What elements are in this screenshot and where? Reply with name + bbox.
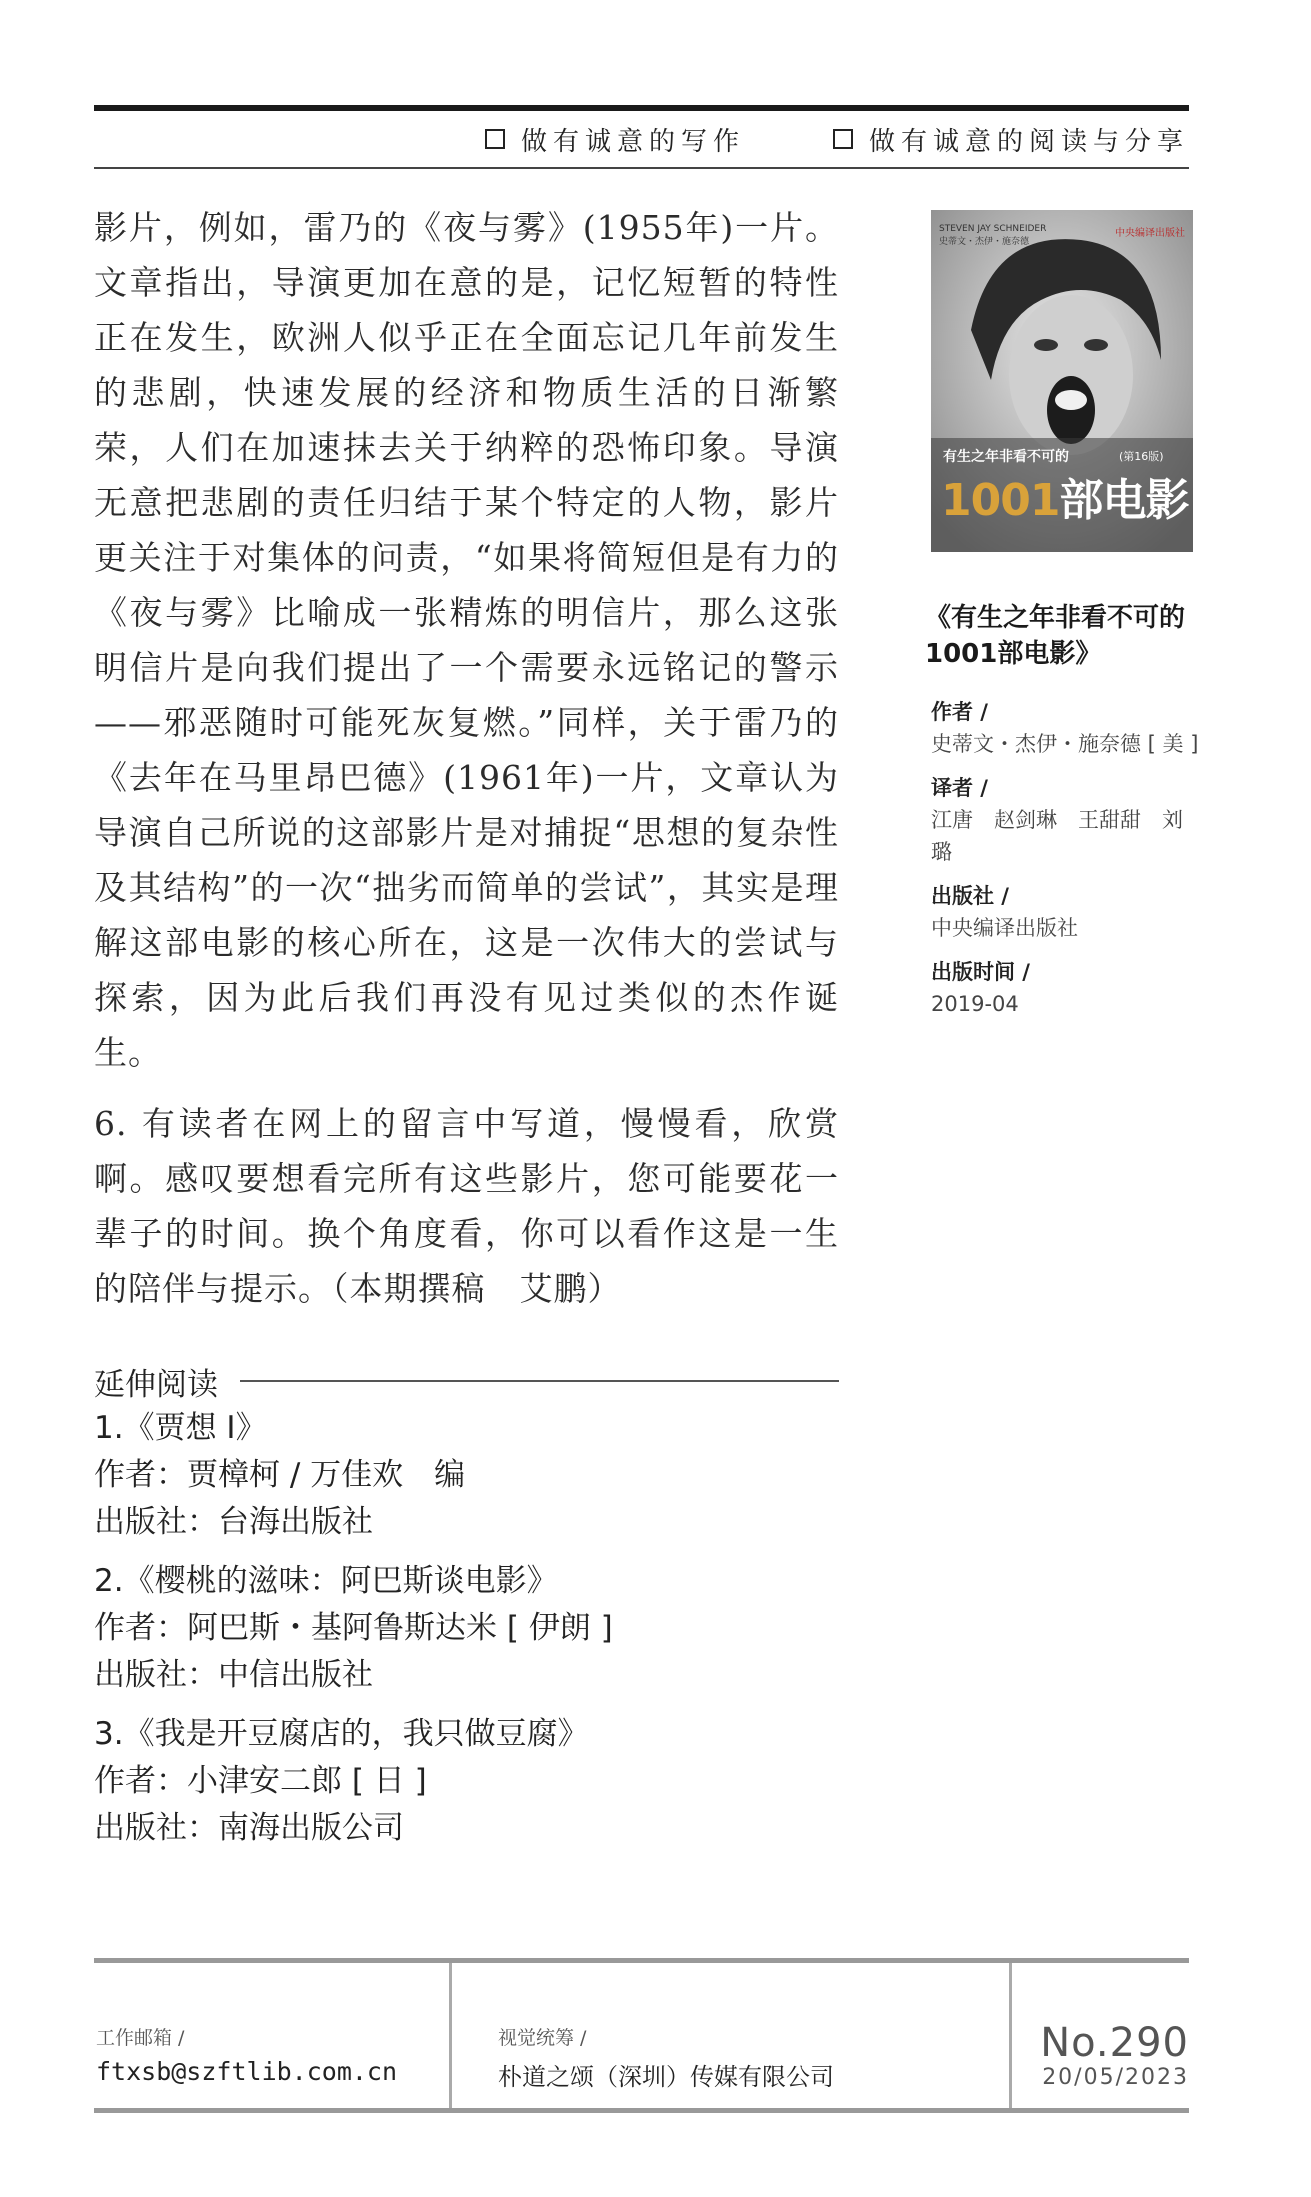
heading-rule	[240, 1380, 839, 1382]
reading-author: 作者：贾樟柯 / 万佳欢 编	[94, 1457, 466, 1493]
meta-author-label: 作者 /	[931, 700, 988, 724]
cover-subtitle: 有生之年非看不可的	[943, 449, 1069, 465]
reading-publisher: 出版社：台海出版社	[94, 1504, 373, 1540]
book-cover-image	[931, 210, 1193, 552]
issue-number: No.290	[1040, 2020, 1189, 2066]
extended-reading-title: 延伸阅读	[94, 1366, 218, 1403]
reading-publisher: 出版社：中信出版社	[94, 1657, 373, 1693]
reading-title: 2.《樱桃的滋味：阿巴斯谈电影》	[94, 1563, 558, 1599]
article-paragraph: 6. 有读者在网上的留言中写道，慢慢看，欣赏啊。感叹要想看完所有这些影片，您可能要花一辈子的时间。换个角度看，你可以看作这是一生的陪伴与提示。（本期撰稿 艾鹏）	[94, 1104, 839, 1308]
meta-publisher-value: 中央编译出版社	[931, 916, 1078, 940]
cover-author-en: STEVEN JAY SCHNEIDER	[939, 224, 1047, 234]
checkbox-square-icon	[485, 129, 505, 149]
footer-email-cell	[94, 1963, 449, 2108]
footer-design-cell	[452, 1963, 1099, 2108]
meta-author-value: 史蒂文・杰伊・施奈德 [ 美 ]	[931, 732, 1199, 756]
article-body	[94, 200, 839, 1332]
book-meta	[931, 690, 1201, 1032]
issue-date: 20/05/2023	[1042, 2065, 1189, 2090]
cover-title-text: 部电影	[1059, 475, 1189, 526]
tagline-writing-text: 做有诚意的写作	[520, 126, 745, 157]
issue-info	[1040, 2021, 1189, 2091]
meta-date-label: 出版时间 /	[931, 960, 1030, 984]
footer-design-value: 朴道之颂（深圳）传媒有限公司	[498, 2063, 834, 2091]
reading-author: 作者：阿巴斯・基阿鲁斯达米 [ 伊朗 ]	[94, 1610, 613, 1646]
cover-title-number: 1001	[941, 475, 1060, 526]
meta-translator-value: 江唐 赵剑琳 王甜甜 刘璐	[931, 808, 1183, 864]
meta-publisher-label: 出版社 /	[931, 884, 1009, 908]
footer-design-label: 视觉统筹 /	[498, 2027, 587, 2049]
footer-email-label: 工作邮箱 /	[96, 2027, 185, 2049]
extended-reading-heading	[94, 1358, 839, 1404]
list-item	[94, 1405, 839, 1546]
tagline-writing	[485, 121, 745, 158]
list-item	[94, 1711, 839, 1852]
cover-publisher-mark: 中央编译出版社	[1115, 228, 1185, 239]
list-item	[94, 1558, 839, 1699]
meta-translator-label: 译者 /	[931, 776, 988, 800]
book-title: 《有生之年非看不可的1001部电影》	[925, 603, 1186, 669]
cover-author	[939, 224, 1049, 247]
reading-title: 1.《贾想 I》	[94, 1410, 267, 1446]
article-paragraph: 影片，例如，雷乃的《夜与雾》(1955年)一片。文章指出，导演更加在意的是，记忆短暂的特性正在发生，欧洲人似乎正在全面忘记几年前发生的悲剧，快速发展的经济和物质生活的日渐繁荣，人们在加速抹去关于纳粹的恐怖印象。导演无意把悲剧的责任归结于某个特定的人物，影片更关注于对集体的问责，“如果将简短但是有力的《夜与雾》比喻成一张精炼的明信片，那么这张明信片是向我们提出了一个需要永远铭记的警示——邪恶随时可能死灰复燃。”同样，关于雷乃的《去年在马里昂巴德》(1961年)一片，文章认为导演自己所说的这部影片是对捕捉“思想的复杂性及其结构”的一次“拙劣而简单的尝试”，其实是理解这部电影的核心所在，这是一次伟大的尝试与探索，因为此后我们再没有见过类似的杰作诞生。	[94, 208, 839, 1072]
meta-date-value: 2019-04	[931, 992, 1019, 1016]
cover-title	[941, 464, 1188, 528]
reading-title: 3.《我是开豆腐店的，我只做豆腐》	[94, 1716, 589, 1752]
tagline-reading	[833, 121, 1189, 158]
reading-author: 作者：小津安二郎 [ 日 ]	[94, 1763, 427, 1799]
footer-divider	[1009, 1963, 1012, 2108]
reading-publisher: 出版社：南海出版公司	[94, 1810, 404, 1846]
tagline-reading-text: 做有诚意的阅读与分享	[868, 126, 1189, 157]
extended-reading-list	[94, 1405, 839, 1864]
footer-email-value: ftxsb@szftlib.com.cn	[96, 2057, 398, 2086]
header-taglines	[94, 111, 1189, 169]
cover-edition: (第16版)	[1119, 450, 1164, 463]
page-footer	[94, 1958, 1189, 2113]
checkbox-square-icon	[833, 129, 853, 149]
cover-author-cn: 史蒂文・杰伊・施奈德	[939, 237, 1030, 247]
